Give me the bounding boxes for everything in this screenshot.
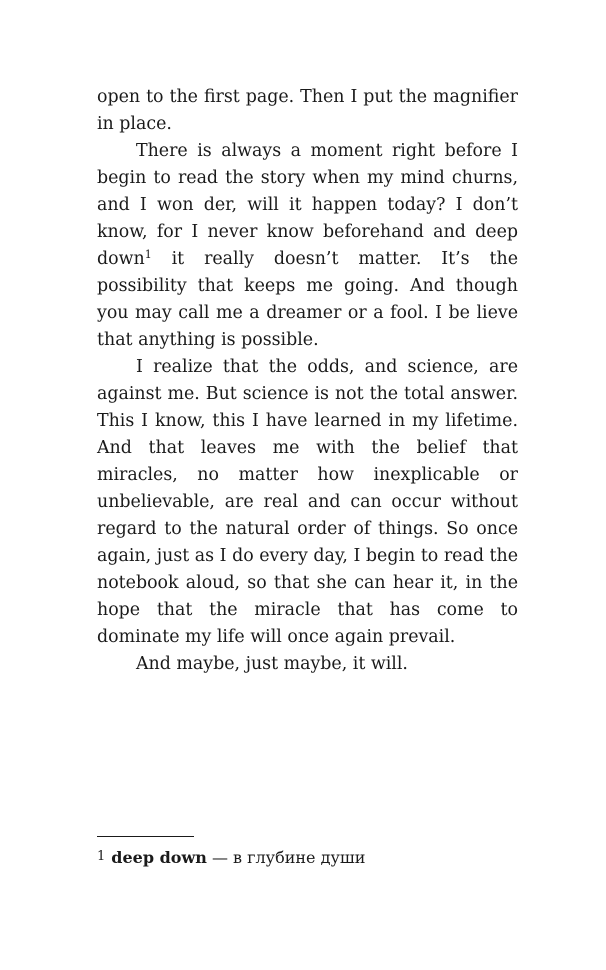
footnote-translation: в глубине души [233,848,366,867]
footnote-number: 1 [97,849,106,864]
footnote-reference: 1 [144,248,152,261]
paragraph-2 [97,138,518,354]
footnote-separator: — [206,848,234,867]
paragraph-1-text: open to the first page. Then I put the magnifier in place. [97,87,518,134]
paragraph-3 [97,354,518,651]
paragraph-2-text-before: There is always a moment right before I begin to read the story when my mind churns, and I won der, will it happen today? I don’t know, for I never know beforehand and deep down [97,141,518,269]
footnote [97,846,365,869]
paragraph-1 [97,84,518,138]
paragraph-2-text-after: it really doesn’t matter. It’s the possibility that keeps me going. And though you may call me a dreamer or a fool. I be lieve that anything is possible. [97,249,518,350]
footnote-term: deep down [111,848,207,867]
paragraph-3-text: I realize that the odds, and science, are against me. But science is not the total answer. This I know, this I have learned in my lifetime. And that leaves me with the belief that miracles, no matter how inexplicable or unbelievable, are real and can occur without regard to the natural order of things. So once again, just as I do every day, I begin to read the notebook aloud, so that she can hear it, in the hope that the miracle that has come to dominate my life will once again prevail. [97,357,518,647]
footnote-divider [97,836,194,837]
paragraph-4-text: And maybe, just maybe, it will. [136,654,408,674]
body-text [97,84,518,678]
paragraph-4 [97,651,518,678]
